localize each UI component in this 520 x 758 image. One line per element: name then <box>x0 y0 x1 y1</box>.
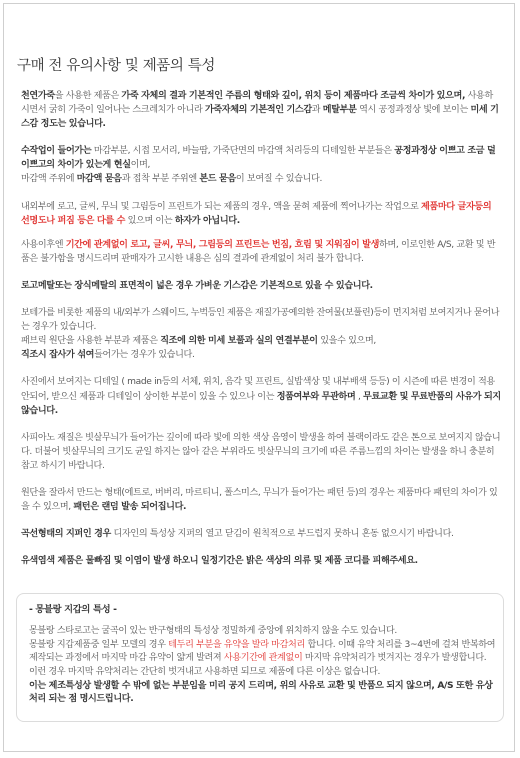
notice-detail-change <box>21 375 501 417</box>
text-run: 있으며 이는 <box>125 215 175 226</box>
text-run: 역시 공정과정상 빛에 보이는 <box>356 105 471 116</box>
text-run: 하자가 아닙니다. <box>174 215 240 226</box>
notice-leather <box>21 89 501 131</box>
notice-content <box>21 89 501 581</box>
notice-suede-fabric <box>21 306 501 362</box>
page-title: 구매 전 유의사항 및 제품의 특성 <box>17 58 215 74</box>
text-run: 제품마다 글자등의 선명도나 퍼짐 등은 다를 수 <box>21 201 492 226</box>
text-run: 을 사용한 제품은 <box>54 91 122 101</box>
text-run: 마감액 주위에 <box>21 174 77 185</box>
text-run: 합니다. 이때 유약 처리를 3~4번에 걸쳐 반복하여 제작되는 과정에서 마지막 마감 유약이 얇게 발려져 <box>29 639 496 664</box>
text-run: 사용이후엔 <box>21 239 66 250</box>
notice-zipper <box>21 527 501 541</box>
text-run: , <box>355 391 364 402</box>
text-run: 몽블랑 지갑제품중 일부 모델의 경우 <box>29 639 169 650</box>
text-run: 마지막 유약처리가 벗겨지는 경우가 발생합니다. <box>302 653 487 664</box>
text-run: 기간에 관계없이 로고, 글씨, 무늬, 그림등의 프린트는 번짐, 흐림 및 지워짐이 발생 <box>65 239 380 250</box>
text-run: 사용하시면서 굵히 가죽이 일어나는 스크레치가 아니라 <box>21 91 493 116</box>
text-run: 이며, <box>130 160 151 171</box>
text-run: 사피아노 재질은 빗살무늬가 들어가는 깊이에 따라 빛에 의한 색상 음영이 발생을 하여 블랙이라도 같은 톤으로 보여지지 않습니다. 더불어 빗살무늬의 크기도 균일 하지는 않아 같은 부위라도 빗살무늬의 크기에 따른 주름느낌의 차이는 발생을 하니 충분히 참고 하시기 바랍니다. <box>21 432 501 471</box>
notice-handwork <box>21 144 501 186</box>
text-run: 있을수 있으며, <box>317 336 376 347</box>
text-run: 보테가를 비롯한 제품의 내/외부가 스웨이드, 누벅등인 제품은 재질가공예의한 잔여물(보풀린)등이 먼지처럼 보여지거나 묻어나는 경우가 있습니다. <box>21 308 500 333</box>
text-run: 유색염색 제품은 물빠짐 및 이염이 발생 하오니 일정기간은 밝은 색상의 의류 및 제품 코디를 피해주세요. <box>21 556 418 567</box>
text-run: 원단을 잘라서 만드는 형태(에트로, 버버리, 마르티니, 폴스미스, 무늬가 들어가는 패턴 등)의 경우는 제품마다 패턴의 차이가 있을 수 있으며, <box>21 487 498 513</box>
text-run: 가죽 자체의 결과 기본적인 주름의 형태와 깊이, 위치 등이 제품마다 조금씩 차이가 있으며, <box>121 91 466 101</box>
text-run: 천연가죽 <box>21 91 55 101</box>
text-run: 사용기간에 관계없이 <box>223 653 303 664</box>
text-run: 패브릭 원단을 사용한 부분과 제품은 <box>21 336 161 347</box>
text-run: 과 접착 부분 주위엔 <box>121 174 200 185</box>
text-run: 사진에서 보여지는 디테일 ( made in등의 서체, 위치, 음각 및 프린트, 실밥색상 및 내부배색 등등) 이 시즌에 따른 변경이 적용 안되어, 받으신 제품과 디테일이 상이한 부분이 있을 수 있으나 이는 <box>21 377 495 402</box>
text-run: 본드 묻음 <box>199 174 236 185</box>
text-run: 직조에 의한 미세 보풀과 실의 연결부분이 <box>160 336 318 347</box>
text-run: 패턴은 랜덤 발송 되어집니다. <box>73 502 187 513</box>
text-run: 직조시 잡사가 섞여 <box>21 350 95 361</box>
text-run: 들어가는 경우가 있습니다. <box>94 350 195 361</box>
notice-print <box>21 200 501 228</box>
notice-pattern <box>21 486 501 514</box>
text-run: 이런 경우 마지막 유약처리는 간단히 벗겨내고 사용하면 되므로 제품에 다른 이상은 없습니다. <box>29 666 381 677</box>
text-run: 과 <box>311 105 323 116</box>
text-run: 곡선형태의 지퍼인 경우 <box>21 529 111 540</box>
text-run: 이 보여질 수 있습니다. <box>235 174 322 185</box>
notice-saffiano <box>21 431 501 473</box>
notice-metal <box>21 279 501 293</box>
text-run: 마감액 묻음 <box>76 174 122 185</box>
text-run: 로고메탈또는 장식메탈의 표면적이 넓은 경우 가벼운 기스감은 기본적으로 있을 수 있습니다. <box>21 280 373 291</box>
text-run: 몽블랑 스타로고는 굴곡이 있는 반구형태의 특성상 정밀하게 중앙에 위치하지 않을 수도 있습니다. <box>29 626 397 636</box>
text-run: 공정과정상 이쁘고 조금 덜 이쁘고의 차이가 있는게 현실 <box>21 146 496 171</box>
box-title: - 몽블랑 지갑의 특성 - <box>29 604 117 615</box>
notice-dye <box>21 554 501 568</box>
text-run: 디자인의 특성상 지퍼의 열고 닫김이 원칙적으로 부드럽지 못하니 혼동 없으시기 바랍니다. <box>110 529 454 540</box>
montblanc-info-box <box>16 593 504 722</box>
text-run: 내외부에 로고, 글씨, 무늬 및 그림등이 프린트가 되는 제품의 경우, 액을 묻혀 제품에 찍어나가는 작업으로 <box>21 201 421 212</box>
text-run: 수작업이 들어가는 <box>21 146 92 157</box>
text-run: 정품여부와 무관하며 <box>276 391 356 402</box>
text-run: 메탈부분 <box>322 105 357 116</box>
box-body <box>29 625 497 707</box>
text-run: 마감부분, 시접 모서리, 바늘땀, 가죽단면의 마감액 처리등의 디테일한 부분들은 <box>91 146 395 157</box>
text-run: 이는 제조특성상 발생할 수 밖에 없는 부분임을 미리 공지 드리며, 위의 사유로 교환 및 반품으 되지 않으며, A/S 또한 유상처리 되는 점 명시드립니다. <box>29 680 493 705</box>
text-run: 하며, 이로인한 A/S, 교환 및 반품은 불가함을 명시드리며 판매자가 고시한 내용은 심의 결과에 관계없이 처리 불가 합니다. <box>21 239 496 264</box>
text-run: 가죽자체의 기본적인 기스감 <box>204 105 312 116</box>
notice-print-after-use <box>21 238 501 266</box>
text-run: 테두리 부분을 유약을 발라 마감처리 <box>168 639 305 650</box>
text-run: 무료교환 및 무료반품의 사유가 되지 않습니다. <box>21 391 501 416</box>
text-run: 미세 기스감 정도는 있습니다. <box>21 105 499 130</box>
